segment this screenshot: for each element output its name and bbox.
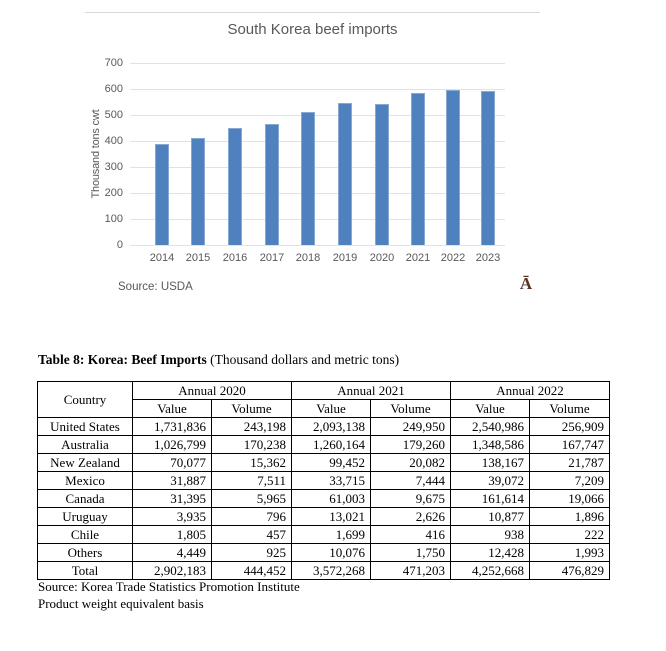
cell-value: 1,731,836 xyxy=(133,418,212,436)
bar-2017 xyxy=(265,124,279,245)
cell-value: 222 xyxy=(530,526,610,544)
cell-country: Canada xyxy=(38,490,133,508)
header-group-2: Annual 2022 xyxy=(451,382,610,400)
y-tick-label-200: 200 xyxy=(104,187,123,199)
cell-value: 1,026,799 xyxy=(133,436,212,454)
x-tick-label-2018: 2018 xyxy=(295,252,321,264)
cell-value: 138,167 xyxy=(451,454,530,472)
table-row-uruguay xyxy=(38,508,610,526)
cell-value: 938 xyxy=(451,526,530,544)
y-axis-title: Thousand tons cwt xyxy=(90,109,102,199)
bar-2014 xyxy=(155,144,169,245)
cell-value: 70,077 xyxy=(133,454,212,472)
x-tick-label-2023: 2023 xyxy=(475,252,501,264)
header-group-0: Annual 2020 xyxy=(133,382,292,400)
table-row-united-states xyxy=(38,418,610,436)
header-volume-2: Volume xyxy=(530,400,610,418)
cell-value: 1,896 xyxy=(530,508,610,526)
table-row-total xyxy=(38,562,610,580)
cell-value: 457 xyxy=(212,526,292,544)
cell-value: 179,260 xyxy=(371,436,451,454)
chart-top-border xyxy=(85,12,540,13)
bar-2019 xyxy=(338,103,352,245)
footnote-basis: Product weight equivalent basis xyxy=(38,596,204,611)
x-tick-label-2017: 2017 xyxy=(259,252,285,264)
cell-country: Mexico xyxy=(38,472,133,490)
cell-value: 243,198 xyxy=(212,418,292,436)
bar-2020 xyxy=(375,104,389,245)
cell-value: 7,444 xyxy=(371,472,451,490)
stray-character: Ā xyxy=(519,274,533,293)
cell-value: 20,082 xyxy=(371,454,451,472)
header-value-0: Value xyxy=(133,400,212,418)
chart-title: South Korea beef imports xyxy=(227,21,398,38)
cell-value: 31,887 xyxy=(133,472,212,490)
cell-value: 12,428 xyxy=(451,544,530,562)
cell-value: 33,715 xyxy=(292,472,371,490)
y-tick-label-600: 600 xyxy=(104,83,123,95)
cell-value: 7,209 xyxy=(530,472,610,490)
x-tick-label-2020: 2020 xyxy=(369,252,395,264)
table-row-new-zealand xyxy=(38,454,610,472)
cell-value: 15,362 xyxy=(212,454,292,472)
cell-value: 476,829 xyxy=(530,562,610,580)
cell-value: 1,993 xyxy=(530,544,610,562)
cell-value: 444,452 xyxy=(212,562,292,580)
header-group-1: Annual 2021 xyxy=(292,382,451,400)
cell-value: 39,072 xyxy=(451,472,530,490)
cell-value: 21,787 xyxy=(530,454,610,472)
y-tick-label-100: 100 xyxy=(104,213,123,225)
y-tick-label-0: 0 xyxy=(116,239,123,251)
chart-source-note: Source: USDA xyxy=(118,281,193,293)
cell-value: 4,449 xyxy=(133,544,212,562)
x-tick-label-2014: 2014 xyxy=(149,252,175,264)
cell-country: Chile xyxy=(38,526,133,544)
x-tick-label-2016: 2016 xyxy=(222,252,248,264)
cell-value: 31,395 xyxy=(133,490,212,508)
x-tick-label-2022: 2022 xyxy=(440,252,466,264)
cell-country: Others xyxy=(38,544,133,562)
table-title-bold: Table 8: Korea: Beef Imports xyxy=(38,352,207,367)
plot-area xyxy=(130,63,505,245)
cell-value: 9,675 xyxy=(371,490,451,508)
table-title xyxy=(38,352,399,368)
table-row-australia xyxy=(38,436,610,454)
table-row-mexico xyxy=(38,472,610,490)
header-volume-0: Volume xyxy=(212,400,292,418)
cell-value: 2,093,138 xyxy=(292,418,371,436)
cell-value: 170,238 xyxy=(212,436,292,454)
bar-2021 xyxy=(411,93,425,245)
cell-value: 256,909 xyxy=(530,418,610,436)
table-row-canada xyxy=(38,490,610,508)
cell-value: 249,950 xyxy=(371,418,451,436)
cell-country: New Zealand xyxy=(38,454,133,472)
cell-value: 1,348,586 xyxy=(451,436,530,454)
cell-value: 161,614 xyxy=(451,490,530,508)
header-value-2: Value xyxy=(451,400,530,418)
header-value-1: Value xyxy=(292,400,371,418)
cell-value: 10,076 xyxy=(292,544,371,562)
cell-value: 925 xyxy=(212,544,292,562)
y-tick-label-700: 700 xyxy=(104,57,123,69)
cell-country: Australia xyxy=(38,436,133,454)
cell-value: 3,935 xyxy=(133,508,212,526)
cell-value: 61,003 xyxy=(292,490,371,508)
bar-2016 xyxy=(228,128,242,245)
cell-value: 5,965 xyxy=(212,490,292,508)
table-row-others xyxy=(38,544,610,562)
cell-value: 796 xyxy=(212,508,292,526)
table-row-chile xyxy=(38,526,610,544)
cell-value: 4,252,668 xyxy=(451,562,530,580)
header-volume-1: Volume xyxy=(371,400,451,418)
cell-value: 7,511 xyxy=(212,472,292,490)
x-tick-label-2021: 2021 xyxy=(405,252,431,264)
cell-value: 2,626 xyxy=(371,508,451,526)
cell-value: 99,452 xyxy=(292,454,371,472)
cell-country: United States xyxy=(38,418,133,436)
cell-value: 2,902,183 xyxy=(133,562,212,580)
cell-value: 1,699 xyxy=(292,526,371,544)
beef-imports-table xyxy=(37,381,610,580)
footnote-source: Source: Korea Trade Statistics Promotion Institute xyxy=(38,579,300,594)
gridline-0 xyxy=(130,245,505,246)
x-tick-label-2015: 2015 xyxy=(185,252,211,264)
cell-value: 13,021 xyxy=(292,508,371,526)
cell-value: 19,066 xyxy=(530,490,610,508)
cell-value: 1,750 xyxy=(371,544,451,562)
bar-2018 xyxy=(301,112,315,245)
y-tick-label-300: 300 xyxy=(104,161,123,173)
y-tick-label-400: 400 xyxy=(104,135,123,147)
cell-value: 1,260,164 xyxy=(292,436,371,454)
cell-country: Uruguay xyxy=(38,508,133,526)
header-country: Country xyxy=(38,382,133,418)
cell-value: 3,572,268 xyxy=(292,562,371,580)
cell-value: 471,203 xyxy=(371,562,451,580)
bar-2023 xyxy=(481,91,495,245)
x-tick-label-2019: 2019 xyxy=(332,252,358,264)
y-tick-label-500: 500 xyxy=(104,109,123,121)
cell-value: 416 xyxy=(371,526,451,544)
table-footnotes xyxy=(38,578,300,612)
bar-2015 xyxy=(191,138,205,245)
cell-value: 1,805 xyxy=(133,526,212,544)
cell-value: 10,877 xyxy=(451,508,530,526)
cell-value: 2,540,986 xyxy=(451,418,530,436)
gridline-700 xyxy=(130,63,505,64)
cell-value: 167,747 xyxy=(530,436,610,454)
bar-2022 xyxy=(446,90,460,245)
cell-country: Total xyxy=(38,562,133,580)
table-title-rest: (Thousand dollars and metric tons) xyxy=(206,352,400,367)
